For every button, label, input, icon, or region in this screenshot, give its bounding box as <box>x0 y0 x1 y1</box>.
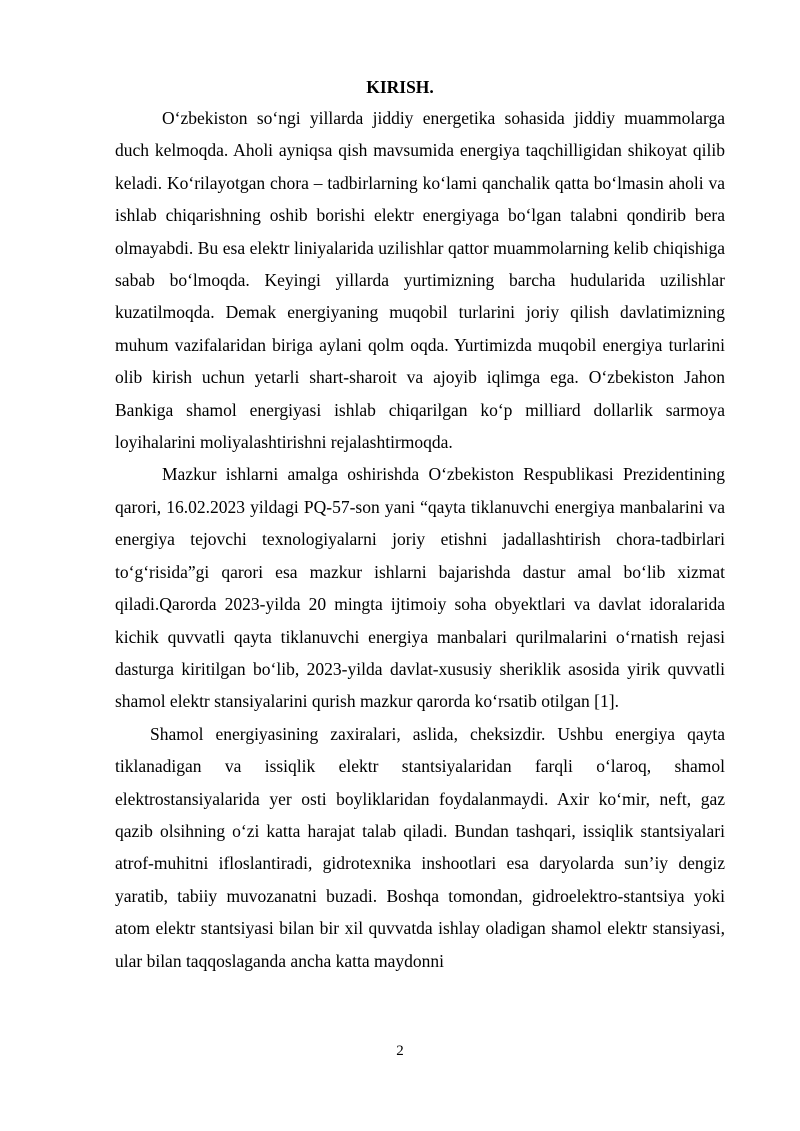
paragraph-decree: Mazkur ishlarni amalga oshirishda O‘zbekiston Respublikasi Prezidentining qarori, 16.02.2023 yildagi PQ-57-son yani “qayta tiklanuvchi energiya manbalarini va energiya tejovchi texnologiyalarni joriy etishni jadallashtirish chora-tadbirlari to‘g‘risida”gi qarori esa mazkur ishlarni bajarishda dastur amal bo‘lib xizmat qiladi.Qarorda 2023-yilda 20 mingta ijtimoiy soha obyektlari va davlat idoralarida kichik quvvatli qayta tiklanuvchi energiya manbalari qurilmalarini o‘rnatish rejasi dasturga kiritilgan bo‘lib, 2023-yilda davlat-xususiy sheriklik asosida yirik quvvatli shamol elektr stansiyalarini qurish mazkur qarorda ko‘rsatib otilgan [1]. <box>115 464 725 712</box>
section-heading: KIRISH. <box>366 77 434 97</box>
paragraph-intro: O‘zbekiston so‘ngi yillarda jiddiy energetika sohasida jiddiy muammolarga duch kelmoqda. Aholi ayniqsa qish mavsumida energiya taqchilligidan shikoyat qilib keladi. Ko‘rilayotgan chora – tadbirlarning ko‘lami qanchalik qatta bo‘lmasin aholi va ishlab chiqarishning oshib borishi elektr energiyaga bo‘lgan talabni qondirib bera olmayabdi. Bu esa elektr liniyalarida uzilishlar qattor muammolarning kelib chiqishiga sabab bo‘lmoqda. Keyingi yillarda yurtimizning barcha hudularida uzilishlar kuzatilmoqda. Demak energiyaning muqobil turlarini joriy qilish davlatimizning muhum vazifalaridan biriga aylani qolm oqda. Yurtimizda muqobil energiya turlarini olib kirish uchun yetarli shart-sharoit va ajoyib iqlimga ega. O‘zbekiston Jahon Bankiga shamol energiyasi ishlab chiqarilgan ko‘p milliard dollarlik sarmoya loyihalarini moliyalashtirishni rejalashtirmoqda. <box>115 108 725 453</box>
body-text <box>115 102 725 977</box>
paragraph-wind-energy: Shamol energiyasining zaxiralari, aslida, cheksizdir. Ushbu energiya qayta tiklanadigan va issiqlik elektr stantsiyalaridan farqli o‘laroq, shamol elektrostansiyalarida yer osti boyliklaridan foydalanmaydi. Axir ko‘mir, neft, gaz qazib olsihning o‘zi katta harajat talab qiladi. Bundan tashqari, issiqlik stantsiyalari atrof-muhitni ifloslantiradi, gidrotexnika inshootlari esa daryolarda sun’iy dengiz yaratib, tabiiy muvozanatni buzadi. Boshqa tomondan, gidroelektro-stantsiya yoki atom elektr stantsiyasi bilan bir xil quvvatda ishlay oladigan shamol elektr stansiyasi, ular bilan taqqoslaganda ancha katta maydonni <box>115 723 725 971</box>
page-number: 2 <box>396 1043 404 1059</box>
